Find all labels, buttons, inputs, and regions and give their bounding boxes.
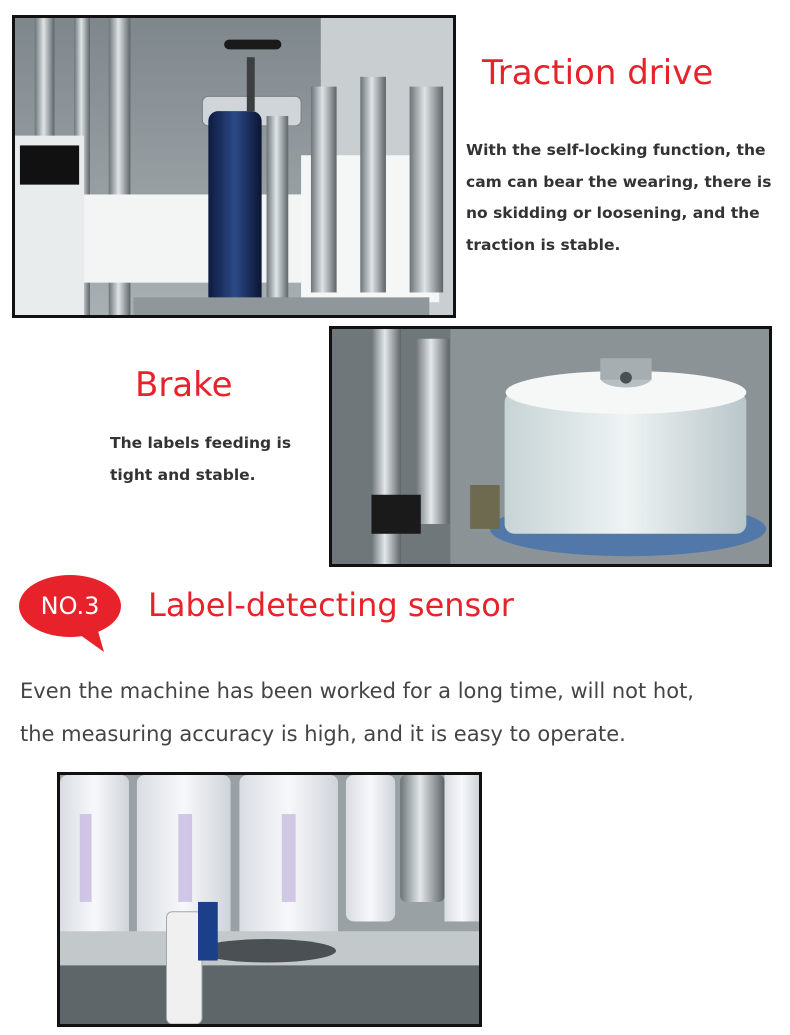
description-line: The labels feeding is: [110, 434, 292, 452]
sensor-heading: Label-detecting sensor: [148, 586, 514, 624]
description-line: no skidding or loosening, and the: [466, 204, 760, 222]
traction-drive-heading: Traction drive: [482, 53, 714, 93]
badge-label: NO.3: [40, 592, 100, 620]
description-line: Even the machine has been worked for a long time, will not hot,: [20, 679, 694, 703]
brake-photo: [329, 326, 772, 567]
no3-badge: [18, 574, 122, 654]
description-line: tight and stable.: [110, 465, 256, 484]
sensor-photo: [57, 772, 482, 1027]
description-line: traction is stable.: [466, 235, 621, 254]
brake-heading: Brake: [135, 365, 233, 405]
description-line: With the self-locking function, the: [466, 141, 766, 159]
traction-drive-photo: [12, 15, 456, 318]
description-line: the measuring accuracy is high, and it is easy to operate.: [20, 722, 626, 746]
sensor-description: [20, 670, 694, 756]
description-line: cam can bear the wearing, there is: [466, 172, 772, 191]
brake-description: [110, 428, 320, 491]
traction-drive-description: [466, 135, 776, 261]
